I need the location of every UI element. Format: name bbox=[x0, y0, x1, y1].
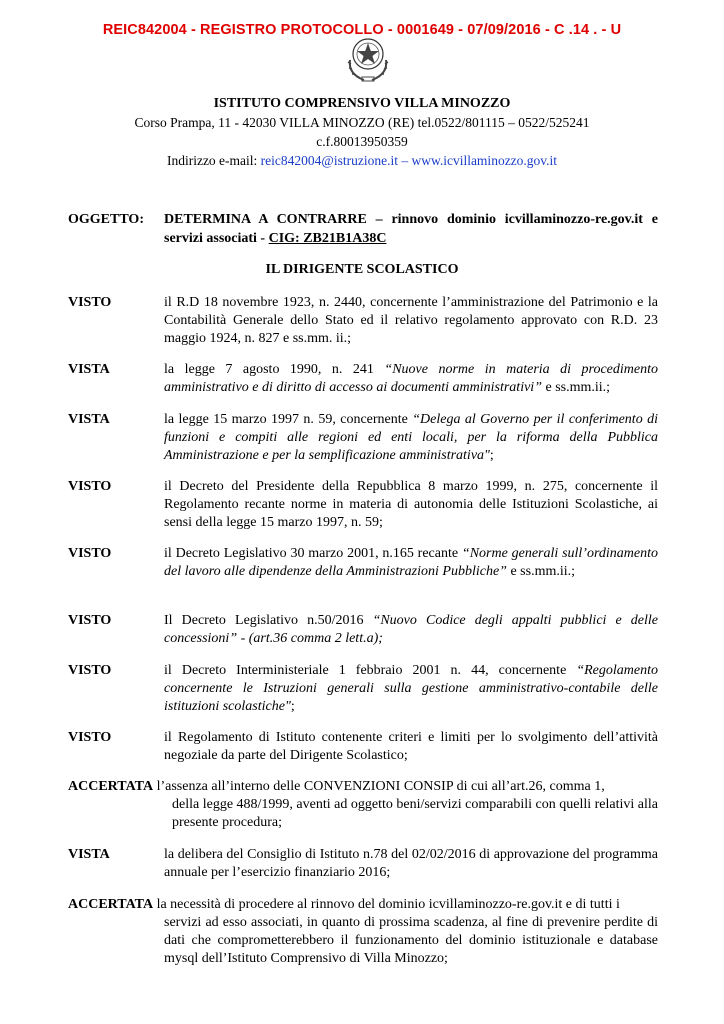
premise-key: VISTA bbox=[68, 847, 110, 862]
premise-entry bbox=[68, 361, 658, 397]
premise-text: la necessità di procedere al rinnovo del dominio icvillaminozzo-re.gov.it e di tutti i bbox=[156, 897, 620, 912]
premise-quote: “Nuovo Codice degli appalti pubblici e delle concessioni” - (art.36 comma 2 lett.a); bbox=[164, 613, 658, 646]
premise-text-cont: della legge 488/1999, aventi ad oggetto beni/servizi comparabili con quelli relativi alla presente procedura; bbox=[172, 797, 658, 830]
document-title: IL DIRIGENTE SCOLASTICO bbox=[265, 262, 459, 277]
premise-text-end: ; bbox=[489, 448, 494, 463]
premise-entry bbox=[68, 778, 658, 832]
school-fiscal-code: c.f.80013950359 bbox=[316, 134, 408, 149]
premise-text-end: e ss.mm.ii.; bbox=[541, 380, 611, 395]
subject-block bbox=[68, 210, 658, 248]
premise-text: la legge 15 marzo 1997 n. 59, concernente bbox=[164, 412, 413, 427]
premise-entry bbox=[68, 729, 658, 765]
cig-code: CIG: ZB21B1A38C bbox=[268, 231, 387, 246]
premise-key: VISTO bbox=[68, 730, 112, 745]
protocol-stamp: REIC842004 - REGISTRO PROTOCOLLO - 0001649 - 07/09/2016 - C .14 . - U bbox=[102, 22, 622, 38]
premise-key: VISTO bbox=[68, 295, 112, 310]
premise-text: il Decreto Interministeriale 1 febbraio 2001 n. 44, concernente bbox=[164, 663, 577, 678]
contact-separator: – bbox=[397, 153, 412, 168]
school-name: ISTITUTO COMPRENSIVO VILLA MINOZZO bbox=[213, 96, 511, 111]
premise-entry bbox=[68, 612, 658, 648]
premise-text-end: e ss.mm.ii.; bbox=[506, 564, 576, 579]
premise-entry bbox=[68, 662, 658, 716]
email-prefix: Indirizzo e-mail: bbox=[166, 153, 261, 168]
subject-text: DETERMINA A CONTRARRE – rinnovo dominio icvillaminozzo-re.gov.it e servizi associati - bbox=[164, 212, 658, 246]
website-link[interactable]: www.icvillaminozzo.gov.it bbox=[411, 153, 558, 168]
premise-quote: “Nuove norme in materia di procedimento amministrativo e di diritto di accesso ai documenti amministrativi” bbox=[164, 362, 658, 395]
republic-emblem-icon bbox=[342, 30, 394, 86]
premise-text: Il Decreto Legislativo n.50/2016 bbox=[164, 613, 373, 628]
premise-entry bbox=[68, 846, 658, 882]
email-link[interactable]: reic842004@istruzione.it bbox=[260, 153, 398, 168]
premise-text: il Regolamento di Istituto contenente criteri e limiti per lo svolgimento dell’attività negoziale da parte del Dirigente Scolastico; bbox=[164, 730, 658, 763]
premise-quote: “Norme generali sull’ordinamento del lavoro alle dipendenze della Amministrazioni Pubbliche” bbox=[164, 546, 658, 579]
premise-entry bbox=[68, 411, 658, 465]
premise-key: VISTO bbox=[68, 663, 112, 678]
premise-key: VISTA bbox=[68, 362, 110, 377]
subject-label: OGGETTO: bbox=[68, 212, 144, 227]
premise-entry bbox=[68, 478, 658, 532]
premise-text-cont: servizi ad esso associati, in quanto di prossima scadenza, al fine di prevenire perdite di dati che comprometterebbero il funzionamento del dominio istituzionale e database mysql dell’Istituto Comprensivo di Villa Minozzo; bbox=[164, 915, 658, 966]
premise-quote: “Regolamento concernente le Istruzioni generali sulla gestione amministrativo-contabile delle istituzioni scolastiche" bbox=[164, 663, 658, 714]
premise-entry bbox=[68, 294, 658, 348]
premise-quote: “Delega al Governo per il conferimento di funzioni e compiti alle regioni ed enti locali, per la riforma della Pubblica Amministrazione e per la semplificazione amministrativa" bbox=[164, 412, 658, 463]
school-header bbox=[0, 94, 724, 170]
premise-text-end: ; bbox=[290, 699, 295, 714]
school-contacts bbox=[0, 151, 724, 170]
premise-key: VISTO bbox=[68, 479, 112, 494]
premise-key: ACCERTATA bbox=[68, 779, 154, 794]
premise-key: ACCERTATA bbox=[68, 897, 154, 912]
premise-text: il Decreto del Presidente della Repubblica 8 marzo 1999, n. 275, concernente il Regolamento recante norme in materia di autonomia delle Istituzioni Scolastiche, ai sensi della legge 15 marzo 1997, n. 59; bbox=[164, 479, 658, 530]
premise-text: il Decreto Legislativo 30 marzo 2001, n.165 recante bbox=[164, 546, 462, 561]
premise-text: la delibera del Consiglio di Istituto n.78 del 02/02/2016 di approvazione del programma annuale per l’esercizio finanziario 2016; bbox=[164, 847, 658, 880]
premise-text: la legge 7 agosto 1990, n. 241 bbox=[164, 362, 385, 377]
premise-text: l’assenza all’interno delle CONVENZIONI CONSIP di cui all’art.26, comma 1, bbox=[156, 779, 605, 794]
premise-entry bbox=[68, 545, 658, 581]
school-address: Corso Prampa, 11 - 42030 VILLA MINOZZO (RE) tel.0522/801115 – 0522/525241 bbox=[134, 115, 590, 130]
premise-entry bbox=[68, 896, 658, 968]
premise-key: VISTO bbox=[68, 613, 112, 628]
premise-text: il R.D 18 novembre 1923, n. 2440, concernente l’amministrazione del Patrimonio e la Contabilità Generale dello Stato ed il relativo regolamento approvato con R.D. 23 maggio 1924, n. 827 e ss.mm. ii.; bbox=[164, 295, 658, 346]
premise-key: VISTA bbox=[68, 412, 110, 427]
premise-key: VISTO bbox=[68, 546, 112, 561]
